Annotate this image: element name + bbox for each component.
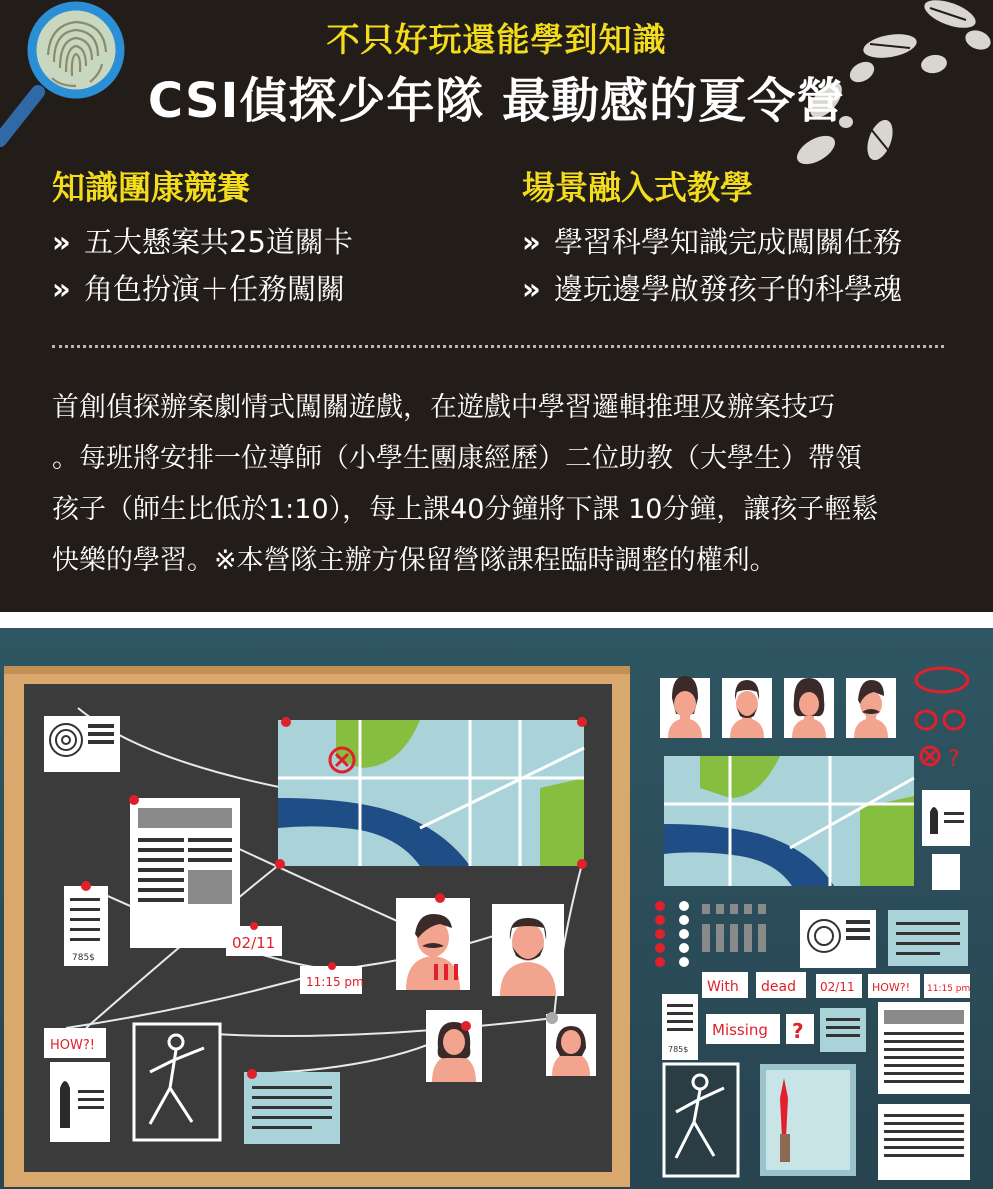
label-row	[702, 972, 970, 998]
svg-text:dead: dead	[761, 979, 796, 995]
svg-text:02/11: 02/11	[820, 980, 855, 994]
sticky-note	[244, 1069, 340, 1144]
right-bullet-1-text: 學習科學知識完成闖關任務	[554, 225, 903, 259]
description-line: 快樂的學習。※本營隊主辦方保留營隊課程臨時調整的權利。	[52, 545, 777, 576]
bullet-marker: »	[52, 272, 71, 306]
description-line: 首創偵探辦案劇情式闖關遊戲，在遊戲中學習邏輯推理及辦案技巧	[52, 392, 835, 423]
svg-text:HOW?!: HOW?!	[50, 1038, 95, 1053]
red-doodles	[916, 668, 968, 765]
suspect-row	[660, 676, 896, 738]
right-bullet-2	[522, 267, 902, 308]
suspect-photo-girl	[546, 1012, 596, 1076]
left-column-heading: 知識團康競賽	[52, 168, 250, 207]
right-column-heading: 場景融入式教學	[522, 168, 753, 207]
receipt	[64, 881, 108, 966]
body-outline-photo	[134, 1024, 220, 1140]
svg-text:02/11: 02/11	[232, 934, 276, 952]
receipt-price: 785$	[72, 953, 95, 963]
receipt-right	[662, 994, 698, 1060]
description-paragraph	[52, 382, 952, 586]
newspaper-right	[878, 1002, 970, 1180]
question-mark-side: ?	[948, 747, 960, 772]
suspect-photo-beard	[492, 904, 564, 996]
bullet-marker: »	[52, 225, 71, 259]
tagline: 不只好玩還能學到知識	[326, 20, 667, 59]
left-bullet-2-text: 角色扮演＋任務闖關	[84, 272, 346, 306]
right-bullet-1	[522, 220, 902, 261]
missing-note	[706, 1008, 866, 1052]
investigation-board-illustration	[0, 628, 993, 1189]
left-bullet-1-text: 五大懸案共25道關卡	[84, 225, 353, 259]
how-note	[44, 1028, 106, 1058]
left-bullet-2	[52, 267, 345, 308]
suspect-photo-woman	[426, 1010, 482, 1082]
svg-text:?: ?	[792, 1019, 804, 1043]
svg-text:785$: 785$	[668, 1045, 689, 1054]
svg-text:Missing: Missing	[712, 1021, 768, 1039]
fingerprint-card	[44, 716, 120, 772]
bullet-marker: »	[522, 225, 541, 259]
description-line: 。每班將安排一位導師（小學生團康經歷）二位助教（大學生）帶領	[52, 443, 862, 474]
evidence-board-svg	[0, 628, 993, 1189]
svg-text:11:15 pm: 11:15 pm	[927, 984, 971, 994]
date-note	[226, 922, 282, 956]
suspect-photo-mustache	[396, 893, 470, 990]
fingerprint-card-right	[800, 910, 968, 968]
bullet-marker: »	[522, 272, 541, 306]
left-bullet-1	[52, 220, 353, 261]
svg-text:With: With	[707, 979, 739, 995]
description-line: 孩子（師生比低於1:10），每上課40分鐘將下課 10分鐘，讓孩子輕鬆	[52, 494, 879, 525]
newspaper-clipping	[129, 795, 240, 948]
pins-column	[655, 901, 766, 967]
city-map-small	[664, 756, 914, 886]
dotted-divider	[52, 345, 944, 348]
city-map	[275, 717, 587, 869]
bullet-evidence-card	[50, 1062, 110, 1142]
page-title: CSI偵探少年隊 最動感的夏令營	[147, 73, 846, 129]
bullet-evidence-card-right	[922, 790, 970, 890]
time-note	[300, 962, 364, 994]
evidence-bag-knife	[760, 1064, 856, 1176]
svg-text:11:15 pm: 11:15 pm	[306, 975, 364, 989]
svg-text:HOW?!: HOW?!	[872, 981, 911, 994]
body-outline-right	[664, 1064, 738, 1176]
right-bullet-2-text: 邊玩邊學啟發孩子的科學魂	[554, 272, 903, 306]
